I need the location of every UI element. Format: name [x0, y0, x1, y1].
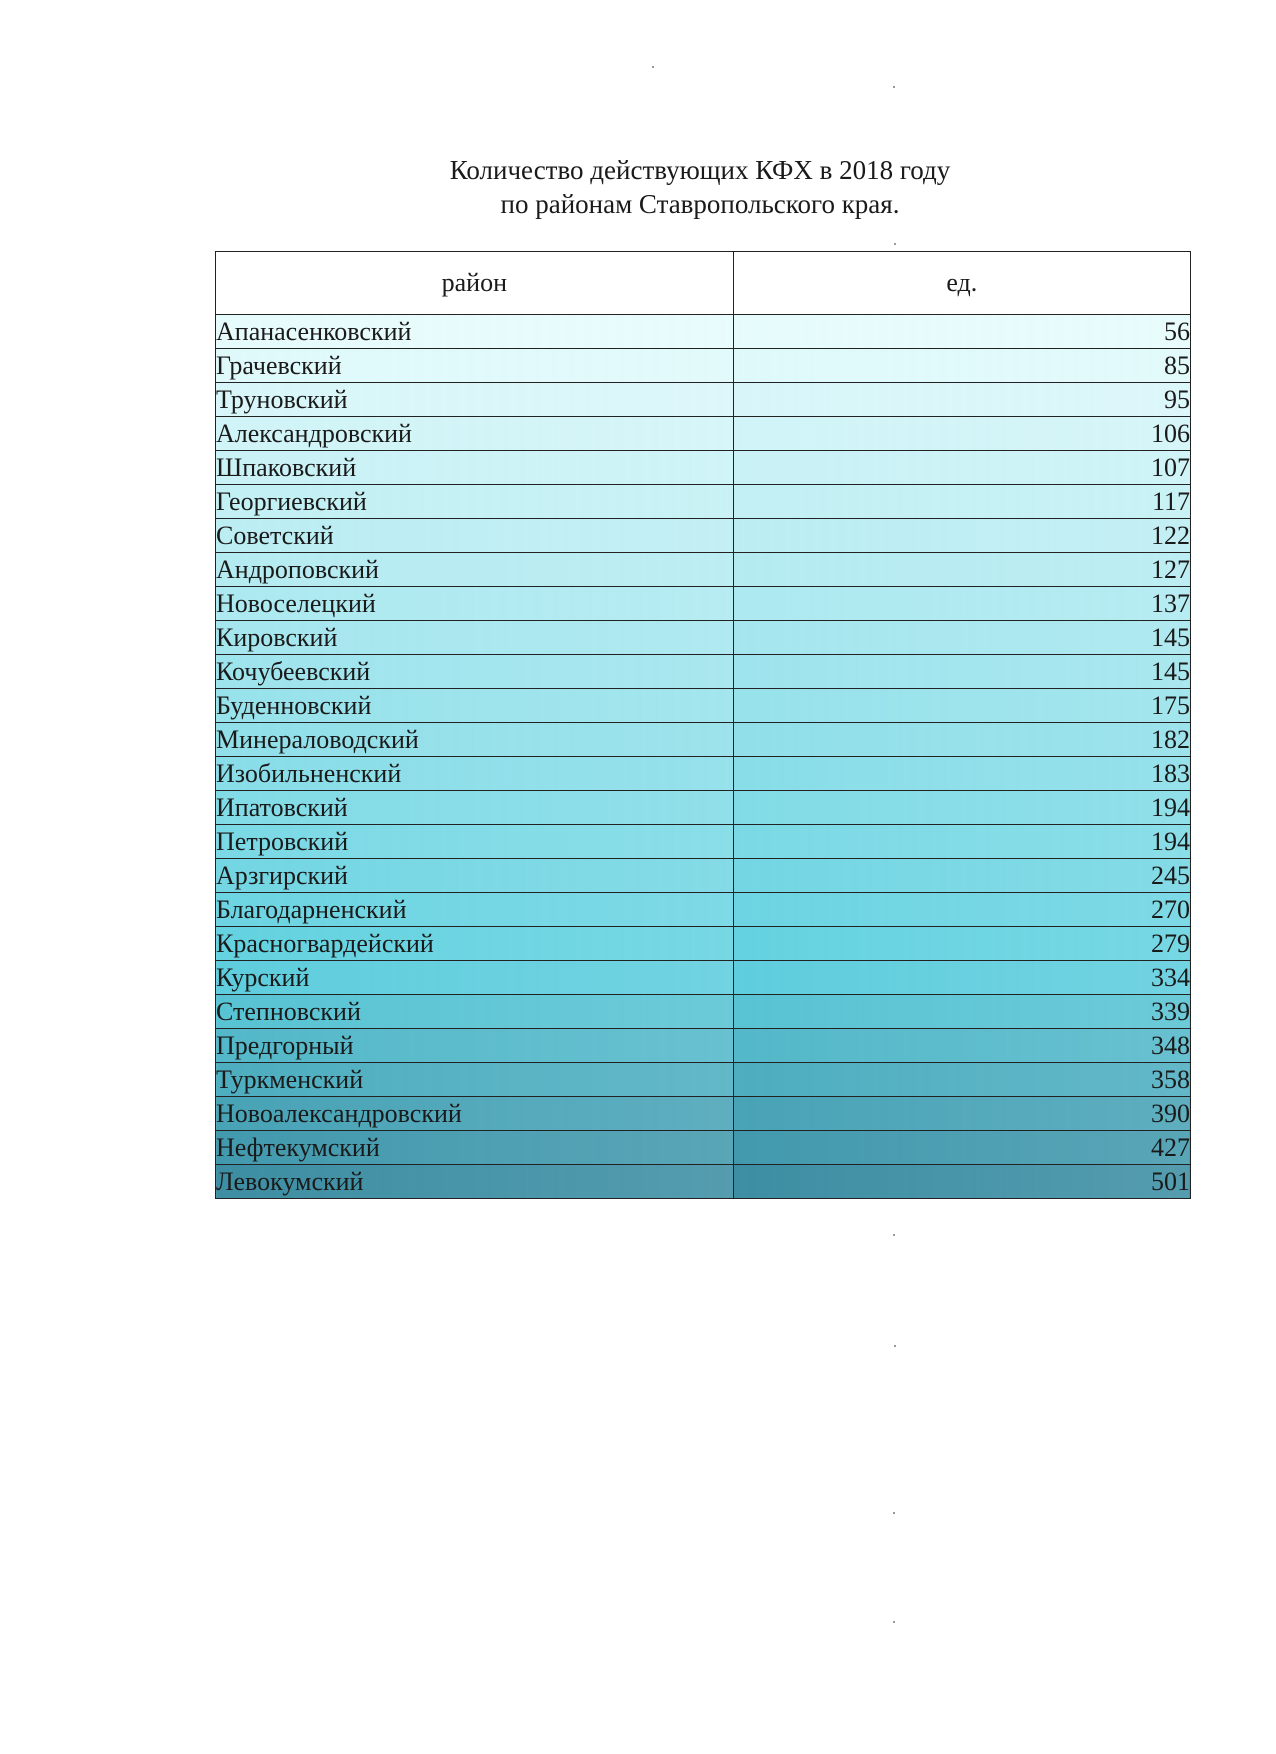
- farm-count-cell: 122: [733, 519, 1190, 553]
- farm-count-cell: 334: [733, 961, 1190, 995]
- district-name-cell: Степновский: [216, 995, 734, 1029]
- district-name-cell: Андроповский: [216, 553, 734, 587]
- district-name-cell: Кочубеевский: [216, 655, 734, 689]
- farm-count-cell: 194: [733, 825, 1190, 859]
- table-row: [216, 1165, 1191, 1199]
- table-row: [216, 1097, 1191, 1131]
- table-row: [216, 995, 1191, 1029]
- table-body: [216, 315, 1191, 1199]
- title-line-2: по районам Ставропольского края.: [500, 189, 900, 219]
- farm-count-cell: 107: [733, 451, 1190, 485]
- farm-count-cell: 427: [733, 1131, 1190, 1165]
- table-row: [216, 893, 1191, 927]
- table-row: [216, 519, 1191, 553]
- table-row: [216, 689, 1191, 723]
- farm-count-cell: 183: [733, 757, 1190, 791]
- farm-count-cell: 145: [733, 621, 1190, 655]
- scan-speck: [894, 1345, 896, 1347]
- district-name-cell: Буденновский: [216, 689, 734, 723]
- district-name-cell: Новоалександровский: [216, 1097, 734, 1131]
- district-name-cell: Нефтекумский: [216, 1131, 734, 1165]
- document-title: [0, 153, 1276, 221]
- table-row: [216, 315, 1191, 349]
- district-name-cell: Изобильненский: [216, 757, 734, 791]
- table-row: [216, 587, 1191, 621]
- table-row: [216, 553, 1191, 587]
- district-name-cell: Красногвардейский: [216, 927, 734, 961]
- farm-count-cell: 182: [733, 723, 1190, 757]
- district-name-cell: Советский: [216, 519, 734, 553]
- scan-speck: [893, 1512, 895, 1514]
- farm-count-cell: 348: [733, 1029, 1190, 1063]
- district-name-cell: Арзгирский: [216, 859, 734, 893]
- table-row: [216, 791, 1191, 825]
- farm-count-cell: 95: [733, 383, 1190, 417]
- farm-count-cell: 279: [733, 927, 1190, 961]
- district-name-cell: Минераловодский: [216, 723, 734, 757]
- farm-count-cell: 175: [733, 689, 1190, 723]
- scan-speck: [893, 86, 895, 88]
- district-name-cell: Курский: [216, 961, 734, 995]
- farms-by-district-table: [215, 251, 1191, 1199]
- scan-speck: [893, 1234, 895, 1236]
- table-row: [216, 621, 1191, 655]
- table-row: [216, 451, 1191, 485]
- farm-count-cell: 358: [733, 1063, 1190, 1097]
- farm-count-cell: 85: [733, 349, 1190, 383]
- farm-count-cell: 127: [733, 553, 1190, 587]
- table-row: [216, 723, 1191, 757]
- district-name-cell: Ипатовский: [216, 791, 734, 825]
- farm-count-cell: 145: [733, 655, 1190, 689]
- district-name-cell: Новоселецкий: [216, 587, 734, 621]
- title-line-1: Количество действующих КФХ в 2018 году: [449, 155, 951, 185]
- table-row: [216, 825, 1191, 859]
- district-name-cell: Георгиевский: [216, 485, 734, 519]
- district-name-cell: Кировский: [216, 621, 734, 655]
- farm-count-cell: 270: [733, 893, 1190, 927]
- district-name-cell: Предгорный: [216, 1029, 734, 1063]
- table-row: [216, 655, 1191, 689]
- scan-speck: [893, 1621, 895, 1623]
- table-row: [216, 1063, 1191, 1097]
- header-unit: ед.: [733, 252, 1190, 315]
- table-row: [216, 757, 1191, 791]
- farm-count-cell: 106: [733, 417, 1190, 451]
- district-name-cell: Грачевский: [216, 349, 734, 383]
- district-name-cell: Труновский: [216, 383, 734, 417]
- farm-count-cell: 501: [733, 1165, 1190, 1199]
- farm-count-cell: 245: [733, 859, 1190, 893]
- table-row: [216, 1131, 1191, 1165]
- farm-count-cell: 339: [733, 995, 1190, 1029]
- table-row: [216, 961, 1191, 995]
- district-name-cell: Петровский: [216, 825, 734, 859]
- table-row: [216, 859, 1191, 893]
- scan-speck: [652, 66, 654, 68]
- table-row: [216, 417, 1191, 451]
- farm-count-cell: 56: [733, 315, 1190, 349]
- farm-count-cell: 137: [733, 587, 1190, 621]
- district-name-cell: Шпаковский: [216, 451, 734, 485]
- header-district: район: [216, 252, 734, 315]
- district-name-cell: Апанасенковский: [216, 315, 734, 349]
- table-row: [216, 383, 1191, 417]
- district-name-cell: Туркменский: [216, 1063, 734, 1097]
- farm-count-cell: 390: [733, 1097, 1190, 1131]
- scan-speck: [894, 243, 896, 245]
- table-row: [216, 927, 1191, 961]
- table-row: [216, 349, 1191, 383]
- table-row: [216, 485, 1191, 519]
- table-header-row: [216, 252, 1191, 315]
- district-name-cell: Александровский: [216, 417, 734, 451]
- farm-count-cell: 117: [733, 485, 1190, 519]
- farm-count-cell: 194: [733, 791, 1190, 825]
- district-name-cell: Левокумский: [216, 1165, 734, 1199]
- district-name-cell: Благодарненский: [216, 893, 734, 927]
- table-row: [216, 1029, 1191, 1063]
